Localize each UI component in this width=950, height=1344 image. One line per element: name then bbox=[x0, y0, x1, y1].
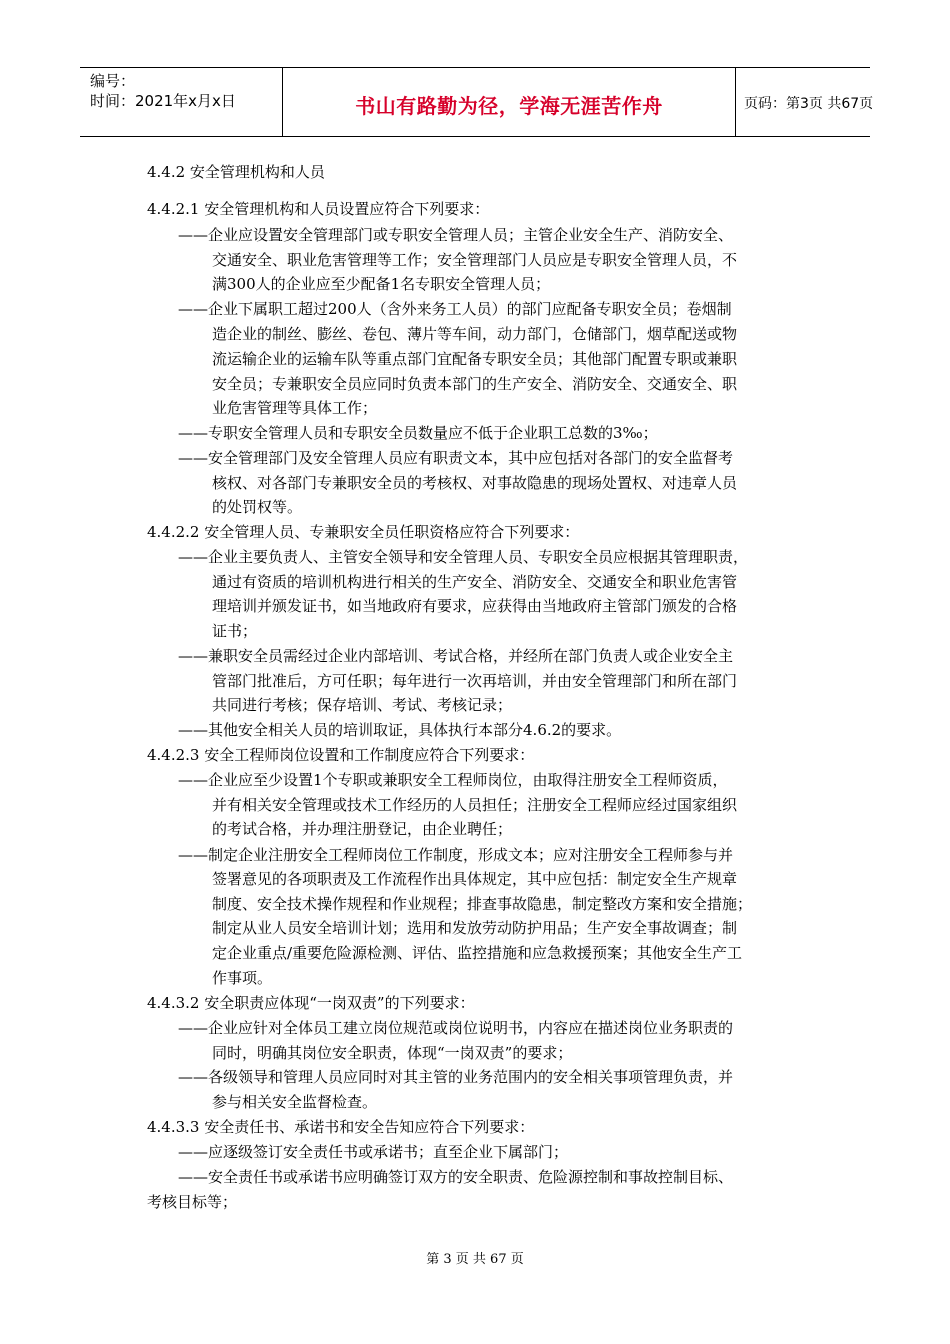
clause-item: ——企业应针对全体员工建立岗位规范或岗位说明书，内容应在描述岗位业务职责的 bbox=[178, 1019, 734, 1037]
section-heading: 4.4.2 安全管理机构和人员 bbox=[147, 163, 325, 181]
clause-item: ——安全责任书或承诺书应明确签订双方的安全职责、危险源控制和事故控制目标、 bbox=[178, 1168, 734, 1186]
clause-heading: 4.4.3.2 安全职责应体现“一岗双责”的下列要求： bbox=[147, 994, 475, 1012]
clause-item-cont: 共同进行考核；保存培训、考试、考核记录； bbox=[212, 696, 513, 714]
header-page-cell bbox=[736, 68, 874, 136]
clause-item-cont: 通过有资质的培训机构进行相关的生产安全、消防安全、交通安全和职业危害管 bbox=[212, 573, 738, 591]
clause-item-cont: 制定从业人员安全培训计划；选用和发放劳动防护用品；生产安全事故调查；制 bbox=[212, 919, 738, 937]
clause-item-cont: 满300人的企业应至少配备1名专职安全管理人员； bbox=[212, 275, 551, 293]
page-footer: 第 3 页 共 67 页 bbox=[426, 1252, 524, 1267]
clause-item-cont: 考核目标等； bbox=[147, 1193, 238, 1211]
clause-item-cont: 作事项。 bbox=[212, 969, 273, 987]
header-page-code: 页码：第3页 共67页 bbox=[744, 96, 874, 112]
clause-item-cont: 制度、安全技术操作规程和作业规程；排查事故隐患，制定整改方案和安全措施； bbox=[212, 895, 753, 913]
clause-item: ——制定企业注册安全工程师岗位工作制度，形成文本；应对注册安全工程师参与并 bbox=[178, 846, 734, 864]
clause-item-cont: 流运输企业的运输车队等重点部门宜配备专职安全员；其他部门配置专职或兼职 bbox=[212, 350, 738, 368]
clause-item: ——企业应设置安全管理部门或专职安全管理人员；主管企业安全生产、消防安全、 bbox=[178, 226, 734, 244]
clause-item: ——企业应至少设置1个专职或兼职安全工程师岗位，由取得注册安全工程师资质， bbox=[178, 771, 728, 789]
clause-item-cont: 业危害管理等具体工作； bbox=[212, 399, 378, 417]
clause-item-cont: 安全员；专兼职安全员应同时负责本部门的生产安全、消防安全、交通安全、职 bbox=[212, 375, 738, 393]
clause-item: ——各级领导和管理人员应同时对其主管的业务范围内的安全相关事项管理负责，并 bbox=[178, 1068, 734, 1086]
clause-item-cont: 签署意见的各项职责及工作流程作出具体规定，其中应包括：制定安全生产规章 bbox=[212, 870, 738, 888]
clause-heading: 4.4.2.1 安全管理机构和人员设置应符合下列要求： bbox=[147, 200, 490, 218]
clause-item-cont: 参与相关安全监督检查。 bbox=[212, 1093, 378, 1111]
clause-item-cont: 证书； bbox=[212, 622, 258, 640]
page-header bbox=[80, 67, 874, 137]
clause-item-cont: 定企业重点/重要危险源检测、评估、监控措施和应急救援预案；其他安全生产工 bbox=[212, 944, 743, 962]
header-motto: 书山有路勤为径，学海无涯苦作舟 bbox=[355, 94, 663, 118]
clause-item-cont: 管部门批准后，方可任职；每年进行一次再培训，并由安全管理部门和所在部门 bbox=[212, 672, 738, 690]
clause-item: ——企业主要负责人、主管安全领导和安全管理人员、专职安全员应根据其管理职责， bbox=[178, 548, 749, 566]
clause-item: ——企业下属职工超过200人（含外来务工人员）的部门应配备专职安全员；卷烟制 bbox=[178, 300, 732, 318]
clause-item: ——应逐级签订安全责任书或承诺书；直至企业下属部门； bbox=[178, 1143, 569, 1161]
clause-item: ——专职安全管理人员和专职安全员数量应不低于企业职工总数的3‰； bbox=[178, 424, 658, 442]
clause-heading: 4.4.2.2 安全管理人员、专兼职安全员任职资格应符合下列要求： bbox=[147, 523, 580, 541]
clause-item-cont: 的考试合格，并办理注册登记，由企业聘任； bbox=[212, 820, 513, 838]
clause-item-cont: 造企业的制丝、膨丝、卷包、薄片等车间，动力部门，仓储部门，烟草配送或物 bbox=[212, 325, 738, 343]
clause-item-cont: 核权、对各部门专兼职安全员的考核权、对事故隐患的现场处置权、对违章人员 bbox=[212, 474, 738, 492]
clause-heading: 4.4.3.3 安全责任书、承诺书和安全告知应符合下列要求： bbox=[147, 1118, 535, 1136]
clause-item: ——兼职安全员需经过企业内部培训、考试合格，并经所在部门负责人或企业安全主 bbox=[178, 647, 734, 665]
document-number-label: 编号： bbox=[90, 72, 136, 90]
clause-item-cont: 的处罚权等。 bbox=[212, 498, 303, 516]
clause-heading: 4.4.2.3 安全工程师岗位设置和工作制度应符合下列要求： bbox=[147, 746, 535, 764]
clause-item: ——其他安全相关人员的培训取证，具体执行本部分4.6.2的要求。 bbox=[178, 721, 622, 739]
clause-item-cont: 同时，明确其岗位安全职责，体现“一岗双责”的要求； bbox=[212, 1044, 573, 1062]
clause-item: ——安全管理部门及安全管理人员应有职责文本，其中应包括对各部门的安全监督考 bbox=[178, 449, 734, 467]
header-motto-cell bbox=[283, 68, 736, 136]
clause-item-cont: 交通安全、职业危害管理等工作；安全管理部门人员应是专职安全管理人员，不 bbox=[212, 251, 738, 269]
header-info-cell bbox=[80, 68, 283, 136]
clause-item-cont: 理培训并颁发证书，如当地政府有要求，应获得由当地政府主管部门颁发的合格 bbox=[212, 597, 738, 615]
clause-item-cont: 并有相关安全管理或技术工作经历的人员担任；注册安全工程师应经过国家组织 bbox=[212, 796, 738, 814]
document-time-label: 时间：2021年x月x日 bbox=[90, 92, 236, 110]
